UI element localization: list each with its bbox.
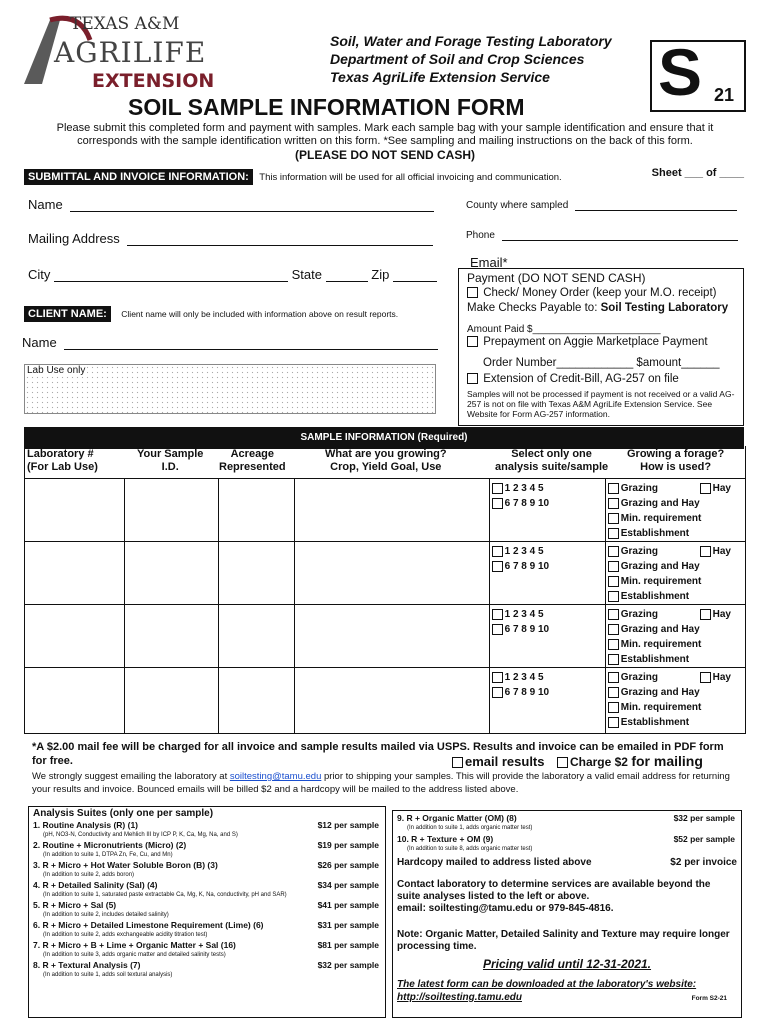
forage-option[interactable] [608,700,745,715]
suite-checkbox[interactable] [492,498,503,509]
forage-options [606,542,745,604]
service: Texas AgriLife Extension Service [330,69,550,85]
suite-label: 1 2 3 4 5 [504,483,544,494]
credit-checkbox[interactable] [467,373,478,384]
suite-checkbox[interactable] [492,687,503,698]
forage-option[interactable] [608,481,745,496]
suite-name-text: 2. Routine + Micronutrients (Micro) (2) [33,840,187,850]
email-results-label: email results [465,754,545,769]
payment-title: Payment (DO NOT SEND CASH) [467,271,646,285]
growing-cell[interactable] [295,542,489,605]
forage-label: Grazing [620,672,658,683]
col-suite: Select only one analysis suite/sample [495,448,609,473]
logo-line2: AGRILIFE [54,36,207,69]
forage-label: Hay [712,483,731,494]
forage-options [606,479,745,541]
forage-option[interactable] [608,715,745,730]
zip-line[interactable] [393,281,437,282]
forage-use-cell [605,668,745,734]
forage-label: Grazing [620,483,658,494]
sample-info-title: SAMPLE INFORMATION (Required) [300,432,468,443]
phone-field[interactable] [466,230,738,241]
suite-name [33,820,383,831]
suite-note: (In addition to suite 1, adds organic matter test) [407,825,533,831]
suite-price: $32 per sample [317,960,379,970]
forage-checkbox[interactable] [608,639,619,650]
acreage-cell[interactable] [219,479,295,542]
lab-email-link[interactable]: soiltesting@tamu.edu [229,771,322,782]
agrilife-logo [20,10,215,96]
suite-note: (In addition to suite 2, includes detailed salinity) [43,912,169,918]
form-id: Form S2-21 [691,995,727,1002]
suite-name-text: 4. R + Detailed Salinity (Sal) (4) [33,880,158,890]
forage-checkbox[interactable] [700,609,711,620]
forage-checkbox[interactable] [608,702,619,713]
forage-label: Min. requirement [620,639,702,650]
forage-label: Grazing and Hay [620,624,700,635]
suite-options-line1[interactable] [492,481,605,496]
suite-item [33,920,383,939]
forage-checkbox[interactable] [608,561,619,572]
col-sample-id: Your Sample I.D. [137,448,204,473]
suite-checkbox[interactable] [492,561,503,572]
suite-options-line2[interactable] [492,685,605,700]
suite-name-text: 9. R + Organic Matter (OM) (8) [397,813,517,823]
suite-name [33,880,383,891]
contact-text: Contact laboratory to determine services are available beyond the suite analyses listed to the left or above. [397,879,711,902]
suite-options-line2[interactable] [492,622,605,637]
suite-options-line2[interactable] [492,559,605,574]
forage-checkbox[interactable] [700,483,711,494]
lab-use-box [24,364,436,414]
suggest-text-2: prior to shipping your samples. This will provide the laboratory a valid email address for returning your results and invoice. Bounced emails will be billed $2 and a hardcopy will be mailed to the address listed above. [32,771,730,795]
hay-option[interactable] [700,670,731,685]
forage-label: Grazing [620,546,658,557]
suite-label: 1 2 3 4 5 [504,609,544,620]
suite-name-text: 10. R + Texture + OM (9) [397,834,494,844]
suite-item [33,940,383,959]
client-note: Client name will only be included with information above on result reports. [121,309,399,319]
acreage-cell[interactable] [219,542,295,605]
suite-name-text: 3. R + Micro + Hot Water Soluble Boron (B) (3) [33,860,218,870]
phone-line[interactable] [502,240,738,241]
analysis-suites-box [28,806,386,1018]
suite-item [33,960,383,979]
suite-item [33,840,383,859]
submittal-bar: SUBMITTAL AND INVOICE INFORMATION: [24,169,253,185]
forage-option[interactable] [608,574,745,589]
state-line[interactable] [326,281,368,282]
suite-item [397,813,737,832]
city-label: City [28,267,51,282]
suite-options-line1[interactable] [492,670,605,685]
forage-checkbox[interactable] [608,483,619,494]
check-checkbox[interactable] [467,287,478,298]
suite-checkbox[interactable] [492,483,503,494]
client-name-line[interactable] [64,349,438,350]
sample-column-headers [24,446,746,478]
forage-option[interactable] [608,526,745,541]
suite-note: (In addition to suite 1, saturated paste extractable Ca, Mg, K, Na, conductivity, pH and SAR) [43,892,287,898]
form-title: SOIL SAMPLE INFORMATION FORM [128,94,525,120]
charge-option[interactable] [557,755,703,769]
name-line[interactable] [70,211,434,212]
suite-price: $19 per sample [317,840,379,850]
lab-number-cell[interactable] [25,668,125,734]
suites-title: Analysis Suites (only one per sample) [33,808,214,819]
suite-options-line2[interactable] [492,496,605,511]
mail-fee-text: *A $2.00 mail fee will be charged for all invoice and sample results mailed via USPS. Results and invoice can be emailed in PDF form for free. [32,741,724,767]
hardcopy-row [397,857,737,868]
col-forage: Growing a forage? How is used? [627,448,725,473]
mailing-label: Mailing Address [28,231,120,246]
forage-label: Min. requirement [620,576,702,587]
sample-id-cell[interactable] [125,668,219,734]
forage-option[interactable] [608,652,745,667]
name-field[interactable] [28,197,434,212]
suite-price: $34 per sample [317,880,379,890]
email-results-option[interactable] [452,754,545,769]
acreage-cell[interactable] [219,605,295,668]
suite-price: $52 per sample [673,834,735,844]
aggie-label: Prepayment on Aggie Marketplace Payment [483,336,708,348]
suite-select-cell [489,479,605,542]
county-field[interactable] [466,200,737,211]
charge-label: Charge $2 [569,755,632,769]
forage-label: Establishment [620,654,690,665]
logo-line3: EXTENSION [92,70,215,92]
payable-line [467,302,728,314]
forage-checkbox[interactable] [608,654,619,665]
lab-header [330,32,612,86]
forage-option[interactable] [608,544,745,559]
results-options [452,753,703,771]
suite-name [33,920,383,931]
suite-name-text: 8. R + Textural Analysis (7) [33,960,141,970]
client-row [24,304,398,322]
suite-name [33,960,383,971]
hay-option[interactable] [700,607,731,622]
forage-option[interactable] [608,622,745,637]
suite-label: 1 2 3 4 5 [504,546,544,557]
suite-note: (In addition to suite 3, adds organic matter and detailed salinity tests) [43,952,226,958]
latest-form-note: The latest form can be downloaded at the laboratory's website: [397,979,697,990]
forage-option[interactable] [608,511,745,526]
suite-options-line1[interactable] [492,607,605,622]
suite-checkbox[interactable] [492,672,503,683]
forage-checkbox[interactable] [608,609,619,620]
forage-checkbox[interactable] [608,546,619,557]
forage-checkbox[interactable] [608,591,619,602]
suites-right-box [392,810,742,1018]
for-mailing-label: for mailing [631,753,703,769]
payment-note: Samples will not be processed if payment is not received or a valid AG-257 is not on file with Texas A&M AgriLife Extension Service. See Website for Form AG-257 information. [467,389,735,419]
processing-note: Note: Organic Matter, Detailed Salinity and Texture may require longer processing time. [397,929,730,952]
instructions: Please submit this completed form and payment with samples. Mark each sample bag with your sample identification and ensure that it corresponds with the sample identification written on this form. *See sampling and mailing instructions on the back of this form. [56,122,714,147]
form-code-number: 21 [713,85,734,105]
payable-to: Soil Testing Laboratory [600,302,729,314]
lab-use-label: Lab Use only [27,365,86,376]
credit-option[interactable] [467,373,679,385]
lab-number-cell[interactable] [25,542,125,605]
forage-label: Min. requirement [620,513,702,524]
suite-item [33,820,383,839]
sample-row [25,479,746,542]
sample-row [25,605,746,668]
suite-name [33,940,383,951]
pricing-valid: Pricing valid until 12-31-2021. [482,957,652,971]
forage-label: Establishment [620,591,690,602]
suite-select-cell [489,605,605,668]
website-link[interactable]: http://soiltesting.tamu.edu [397,992,522,1003]
suite-price: $26 per sample [317,860,379,870]
suite-note: (In addition to suite 1, adds soil textural analysis) [43,972,173,978]
client-name-label: Name [22,335,57,350]
check-label: Check/ Money Order (keep your M.O. receipt) [483,287,717,299]
growing-cell[interactable] [295,605,489,668]
payment-box [458,268,744,426]
suite-name [33,900,383,911]
col-lab-number: Laboratory # (For Lab Use) [27,448,98,473]
logo-line1: TEXAS A&M [70,14,180,34]
name-label: Name [28,197,63,212]
city-state-zip-field[interactable] [28,267,437,282]
suite-options [490,542,605,574]
suite-label: 6 7 8 9 10 [504,561,550,572]
suite-item [397,834,737,853]
sample-id-cell[interactable] [125,479,219,542]
forage-use-cell [605,605,745,668]
forage-label: Min. requirement [620,702,702,713]
forage-label: Grazing and Hay [620,561,700,572]
forage-label: Hay [712,546,731,557]
county-line[interactable] [575,210,737,211]
forage-option[interactable] [608,496,745,511]
forage-label: Hay [712,609,731,620]
acreage-cell[interactable] [219,668,295,734]
suggest-text-1: We strongly suggest emailing the laboratory at [32,771,230,782]
forage-options [606,668,745,730]
sheet-of: Sheet ___ of ____ [651,167,744,179]
forage-option[interactable] [608,607,745,622]
suite-name [397,813,737,824]
department: Department of Soil and Crop Sciences [330,51,585,67]
suite-note: (In addition to suite 2, adds exchangeable acidity titration test) [43,932,208,938]
forage-option[interactable] [608,637,745,652]
growing-cell[interactable] [295,668,489,734]
forage-option[interactable] [608,589,745,604]
forage-checkbox[interactable] [608,576,619,587]
hay-option[interactable] [700,544,731,559]
form-code-box [650,35,746,112]
suite-note: (In addition to suite 2, adds boron) [43,872,135,878]
amount-paid[interactable]: Amount Paid $_______________________ [467,324,661,335]
suite-options [490,605,605,637]
zip-label: Zip [371,267,390,282]
suite-label: 6 7 8 9 10 [504,498,550,509]
forage-label: Hay [712,672,731,683]
form-code-letter: S [658,35,703,109]
suite-options [490,668,605,700]
lab-name: Soil, Water and Forage Testing Laboratory [330,33,612,49]
no-cash-notice: (PLEASE DO NOT SEND CASH) [294,148,475,162]
email-suggestion [32,770,732,796]
email-label: Email* [470,255,508,270]
phone-label: Phone [466,230,495,241]
check-option[interactable] [467,287,716,299]
suite-note: (In addition to suite 1, DTPA Zn, Fe, Cu, and Mn) [43,852,173,858]
charge-checkbox[interactable] [557,757,568,768]
suite-price: $81 per sample [317,940,379,950]
suite-name-text: 6. R + Micro + Detailed Limestone Requirement (Lime) (6) [33,920,264,930]
mailing-field[interactable] [28,231,433,246]
suite-select-cell [489,668,605,734]
lab-number-cell[interactable] [25,479,125,542]
forage-option[interactable] [608,685,745,700]
forage-option[interactable] [608,559,745,574]
forage-option[interactable] [608,670,745,685]
mailing-line[interactable] [127,245,433,246]
hay-option[interactable] [700,481,731,496]
aggie-checkbox[interactable] [467,336,478,347]
suite-label: 6 7 8 9 10 [504,687,550,698]
suite-note: (In addition to suite 8, adds organic matter test) [407,846,533,852]
suite-item [33,880,383,899]
suite-name-text: 1. Routine Analysis (R) (1) [33,820,139,830]
forage-checkbox[interactable] [608,624,619,635]
forage-checkbox[interactable] [608,717,619,728]
forage-checkbox[interactable] [608,687,619,698]
suite-name-text: 7. R + Micro + B + Lime + Organic Matter + Sal (16) [33,940,236,950]
suite-name [33,840,383,851]
suite-name [33,860,383,871]
contact-email: email: soiltesting@tamu.edu or 979-845-4816. [397,903,614,914]
suite-price: $31 per sample [317,920,379,930]
suite-checkbox[interactable] [492,624,503,635]
forage-checkbox[interactable] [608,672,619,683]
order-number[interactable]: Order Number____________ $amount______ [483,357,720,369]
suite-item [33,900,383,919]
suite-checkbox[interactable] [492,609,503,620]
suite-name-text: 5. R + Micro + Sal (5) [33,900,117,910]
lab-number-cell[interactable] [25,605,125,668]
suite-price: $32 per sample [673,813,735,823]
forage-checkbox[interactable] [608,528,619,539]
suite-checkbox[interactable] [492,546,503,557]
suite-item [33,860,383,879]
client-bar: CLIENT NAME: [24,306,111,322]
submittal-row [24,167,744,185]
suite-note: (pH, NO3-N, Conductivity and Mehlich III by ICP P, K, Ca, Mg, Na, and S) [43,832,238,838]
suite-label: 1 2 3 4 5 [504,672,544,683]
suite-price: $12 per sample [317,820,379,830]
email-results-checkbox[interactable] [452,757,463,768]
county-label: County where sampled [466,200,569,211]
col-growing: What are you growing? Crop, Yield Goal, Use [325,448,447,473]
client-name-field[interactable] [22,335,438,350]
sample-row [25,668,746,734]
sample-id-cell[interactable] [125,605,219,668]
suite-price: $41 per sample [317,900,379,910]
forage-label: Grazing and Hay [620,687,700,698]
col-acreage: Acreage Represented [219,448,286,473]
forage-use-cell [605,479,745,542]
sample-row [25,542,746,605]
sample-table [24,478,746,734]
suite-options [490,479,605,511]
suite-name [397,834,737,845]
forage-label: Grazing [620,609,658,620]
suite-select-cell [489,542,605,605]
city-line[interactable] [54,281,288,282]
forage-label: Grazing and Hay [620,498,700,509]
forage-checkbox[interactable] [700,546,711,557]
growing-cell[interactable] [295,479,489,542]
suite-label: 6 7 8 9 10 [504,624,550,635]
suite-options-line1[interactable] [492,544,605,559]
forage-checkbox[interactable] [700,672,711,683]
sample-id-cell[interactable] [125,542,219,605]
submittal-note: This information will be used for all official invoicing and communication. [259,172,562,183]
forage-label: Establishment [620,528,690,539]
state-label: State [291,267,322,282]
hardcopy-price: $2 per invoice [670,857,737,868]
payable-label: Make Checks Payable to: [467,302,601,314]
credit-label: Extension of Credit-Bill, AG-257 on file [483,373,679,385]
forage-checkbox[interactable] [608,498,619,509]
hardcopy-label: Hardcopy mailed to address listed above [397,857,592,868]
forage-use-cell [605,542,745,605]
forage-options [606,605,745,667]
forage-label: Establishment [620,717,690,728]
aggie-option[interactable] [467,336,708,348]
forage-checkbox[interactable] [608,513,619,524]
